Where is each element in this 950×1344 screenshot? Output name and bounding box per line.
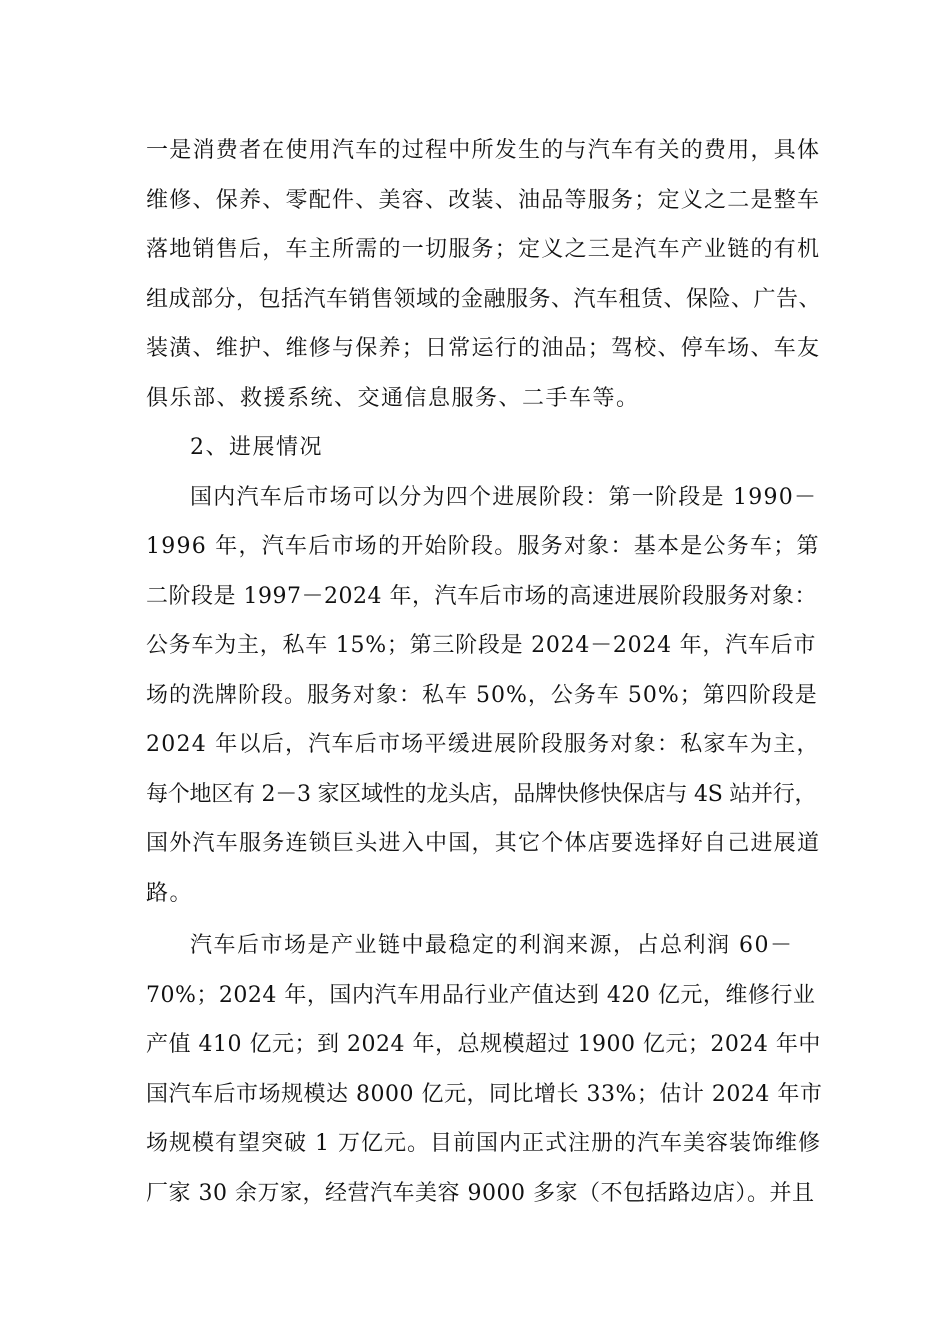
- paragraph-4-line-1: 汽车后市场是产业链中最稳定的利润来源，占总利润 60－: [190, 933, 794, 958]
- paragraph-3-line-4: 公务车为主，私车 15%；第三阶段是 2024－2024 年，汽车后市: [146, 633, 817, 658]
- paragraph-4-line-5: 场规模有望突破 1 万亿元。目前国内正式注册的汽车美容装饰维修: [146, 1131, 821, 1156]
- paragraph-3-line-1: 国内汽车后市场可以分为四个进展阶段：第一阶段是 1990－: [190, 485, 818, 510]
- paragraph-3-line-2: 1996 年，汽车后市场的开始阶段。服务对象：基本是公务车；第: [146, 534, 820, 559]
- paragraph-4-line-3: 产值 410 亿元；到 2024 年，总规模超过 1900 亿元；2024 年中: [146, 1032, 821, 1057]
- paragraph-1-line-2: 维修、保养、零配件、美容、改装、油品等服务；定义之二是整车: [146, 188, 821, 213]
- paragraph-3-line-3: 二阶段是 1997－2024 年，汽车后市场的高速进展阶段服务对象：: [146, 584, 817, 609]
- paragraph-4-line-6: 厂家 30 余万家，经营汽车美容 9000 多家（不包括路边店）。并且: [146, 1181, 815, 1206]
- paragraph-1-line-3: 落地销售后，车主所需的一切服务；定义之三是汽车产业链的有机: [146, 237, 821, 262]
- paragraph-3-line-6: 2024 年以后，汽车后市场平缓进展阶段服务对象：私家车为主，: [146, 732, 820, 757]
- paragraph-3-line-7: 每个地区有 2－3 家区域性的龙头店，品牌快修快保店与 4S 站并行，: [146, 782, 817, 807]
- paragraph-1-line-4: 组成部分，包括汽车销售领域的金融服务、汽车租赁、保险、广告、: [146, 287, 822, 312]
- section-heading: 2、进展情况: [190, 435, 323, 460]
- paragraph-1-line-6: 俱乐部、救援系统、交通信息服务、二手车等。: [146, 386, 640, 411]
- paragraph-3-line-9: 路。: [146, 881, 194, 906]
- paragraph-4-line-4: 国汽车后市场规模达 8000 亿元，同比增长 33%；估计 2024 年市: [146, 1082, 823, 1107]
- paragraph-3-line-8: 国外汽车服务连锁巨头进入中国，其它个体店要选择好自己进展道: [146, 831, 821, 856]
- paragraph-3-line-5: 场的洗牌阶段。服务对象：私车 50%，公务车 50%；第四阶段是: [146, 683, 818, 708]
- paragraph-1-line-5: 装潢、维护、维修与保养；日常运行的油品；驾校、停车场、车友: [146, 336, 821, 361]
- paragraph-1-line-1: 一是消费者在使用汽车的过程中所发生的与汽车有关的费用，具体: [146, 138, 821, 163]
- paragraph-4-line-2: 70%；2024 年，国内汽车用品行业产值达到 420 亿元，维修行业: [146, 983, 816, 1008]
